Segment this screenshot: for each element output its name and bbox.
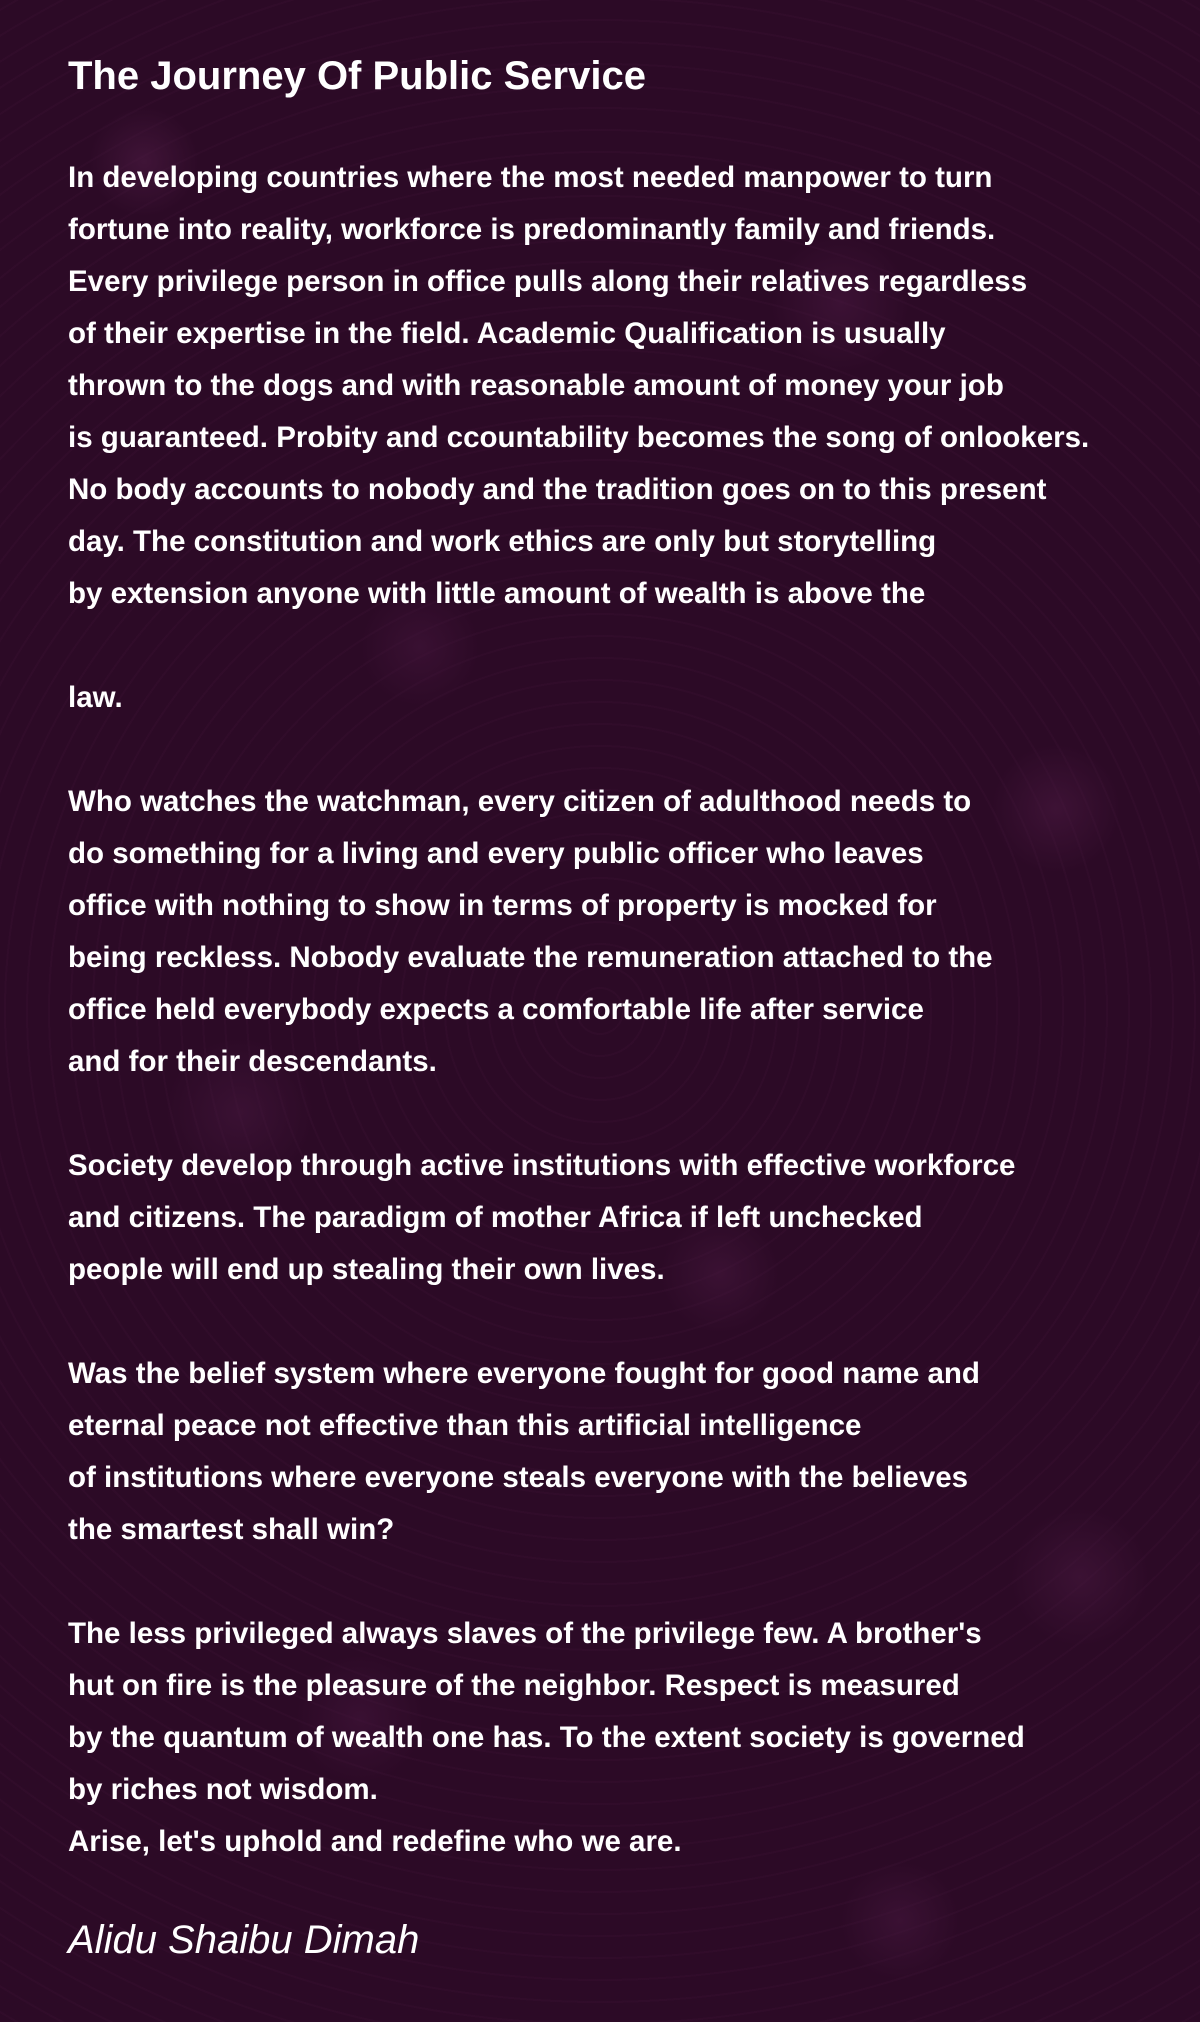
poem-line: Every privilege person in office pulls along their relatives regardless — [68, 265, 1028, 298]
poem-line: hut on fire is the pleasure of the neighbor. Respect is measured — [68, 1669, 960, 1702]
stanza — [68, 1140, 1200, 1296]
poem-line: Society develop through active institutions with effective workforce — [68, 1149, 1016, 1182]
stanza-break — [68, 1088, 1200, 1140]
stanza-break — [68, 1296, 1200, 1348]
poem-line: In developing countries where the most needed manpower to turn — [68, 161, 993, 194]
stanza-break — [68, 724, 1200, 776]
poem-line: day. The constitution and work ethics are only but storytelling — [68, 525, 937, 558]
poem-line: do something for a living and every public officer who leaves — [68, 837, 924, 870]
stanza — [68, 1608, 1200, 1868]
poem-line: being reckless. Nobody evaluate the remuneration attached to the — [68, 941, 993, 974]
poem-line: of institutions where everyone steals everyone with the believes — [68, 1461, 969, 1494]
poem-line: eternal peace not effective than this artificial intelligence — [68, 1409, 862, 1442]
poem-line: is guaranteed. Probity and ccountability becomes the song of onlookers. — [68, 421, 1090, 454]
poem-line: fortune into reality, workforce is predominantly family and friends. — [68, 213, 996, 246]
poem-title: The Journey Of Public Service — [68, 54, 646, 98]
poem-line: and citizens. The paradigm of mother Africa if left unchecked — [68, 1201, 923, 1234]
poem-line: Who watches the watchman, every citizen of adulthood needs to — [68, 785, 972, 818]
poem-line: office with nothing to show in terms of property is mocked for — [68, 889, 937, 922]
stanza — [68, 672, 1200, 724]
poem-line: Was the belief system where everyone fought for good name and — [68, 1357, 980, 1390]
stanza — [68, 152, 1200, 620]
stanza — [68, 1348, 1200, 1556]
poem-line: No body accounts to nobody and the tradition goes on to this present — [68, 473, 1047, 506]
poem-line: The less privileged always slaves of the privilege few. A brother's — [68, 1617, 982, 1650]
poem-line: by riches not wisdom. — [68, 1773, 378, 1806]
poem-line: people will end up stealing their own lives. — [68, 1253, 665, 1286]
poem-line: by extension anyone with little amount of wealth is above the — [68, 577, 926, 610]
poem-body — [68, 152, 1200, 1868]
poem-line: Arise, let's uphold and redefine who we are. — [68, 1825, 682, 1858]
poem-line: the smartest shall win? — [68, 1513, 395, 1546]
poem-line: by the quantum of wealth one has. To the extent society is governed — [68, 1721, 1025, 1754]
poem-line: thrown to the dogs and with reasonable amount of money your job — [68, 369, 1004, 402]
poem-line: office held everybody expects a comfortable life after service — [68, 993, 924, 1026]
poem-author: Alidu Shaibu Dimah — [68, 1918, 420, 1962]
stanza — [68, 776, 1200, 1088]
poem-line: law. — [68, 681, 123, 714]
stanza-break — [68, 1556, 1200, 1608]
stanza-break — [68, 620, 1200, 672]
poem-line: of their expertise in the field. Academic Qualification is usually — [68, 317, 946, 350]
poem-line: and for their descendants. — [68, 1045, 437, 1078]
